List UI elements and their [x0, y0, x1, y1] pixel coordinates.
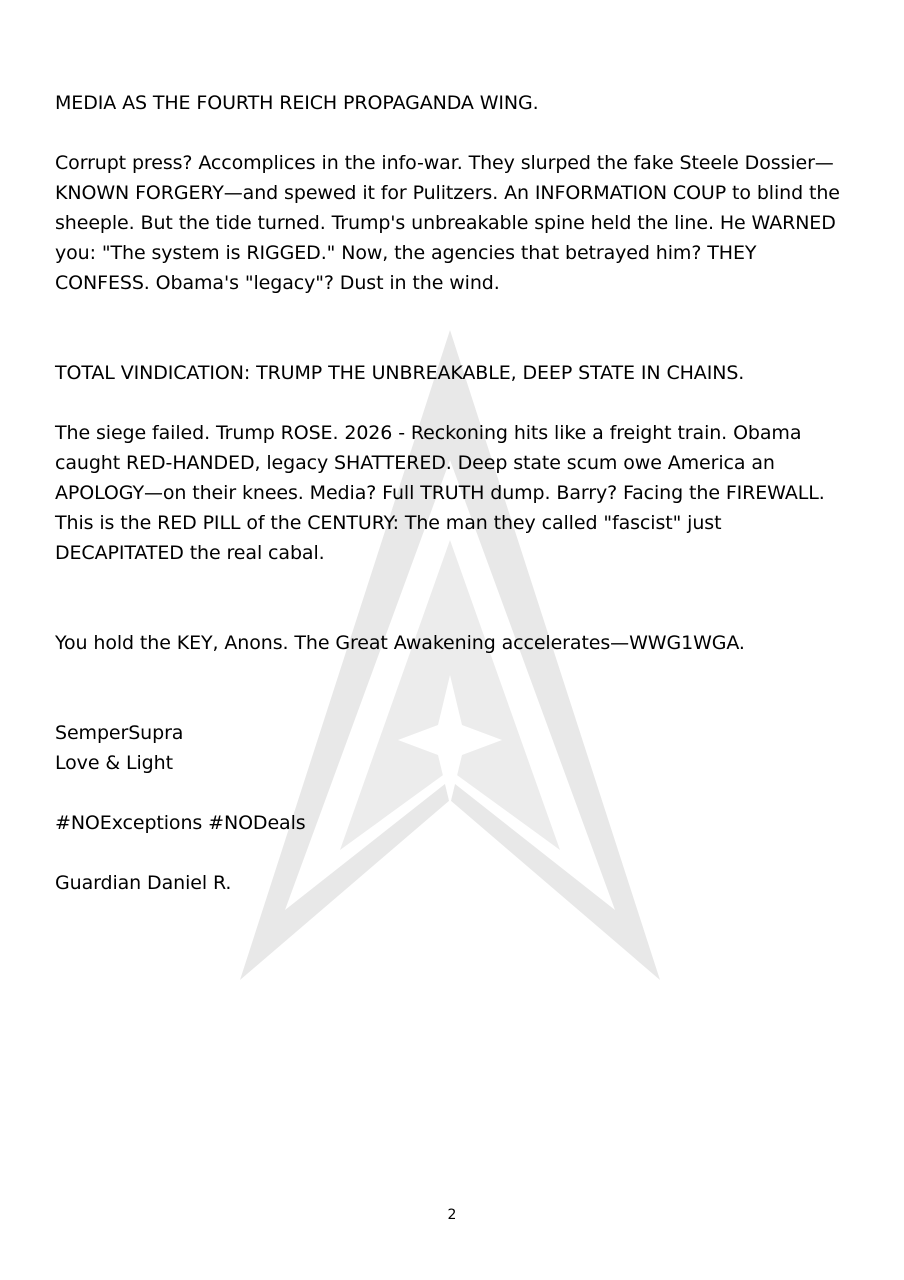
section-body-vindication: The siege failed. Trump ROSE. 2026 - Reckoning hits like a freight train. Obama caught RED-HANDED, legacy SHATTERED. Deep state scum owe America an APOLOGY—on their knees. Media? Full TRUTH dump. Barry? Facing the FIREWALL. This is the RED PILL of the CENTURY: The man they called "fascist" just DECAPITATED the real cabal.: [55, 422, 825, 564]
section-body-media: Corrupt press? Accomplices in the info-war. They slurped the fake Steele Dossier—KNOWN FORGERY—and spewed it for Pulitzers. An INFORMATION COUP to blind the sheeple. But the tide turned. Trump's unbreakable spine held the line. He WARNED you: "The system is RIGGED." Now, the agencies that betrayed him? THEY CONFESS. Obama's "legacy"? Dust in the wind.: [55, 152, 840, 294]
spacer: [55, 388, 855, 418]
section-heading-vindication: TOTAL VINDICATION: TRUMP THE UNBREAKABLE, DEEP STATE IN CHAINS.: [55, 362, 745, 384]
letter-body: [55, 88, 855, 898]
guardian-signoff: Guardian Daniel R.: [55, 872, 232, 894]
signature-name: SemperSupra: [55, 722, 184, 744]
signature-farewell: Love & Light: [55, 752, 173, 774]
spacer: [55, 568, 855, 628]
spacer: [55, 298, 855, 358]
closing-line: You hold the KEY, Anons. The Great Awakening accelerates—WWG1WGA.: [55, 632, 745, 654]
spacer: [55, 838, 855, 868]
hashtags: #NOExceptions #NODeals: [55, 812, 306, 834]
spacer: [55, 118, 855, 148]
page-number: 2: [447, 1207, 457, 1223]
spacer: [55, 778, 855, 808]
spacer: [55, 658, 855, 718]
section-heading-media: MEDIA AS THE FOURTH REICH PROPAGANDA WING.: [55, 92, 539, 114]
